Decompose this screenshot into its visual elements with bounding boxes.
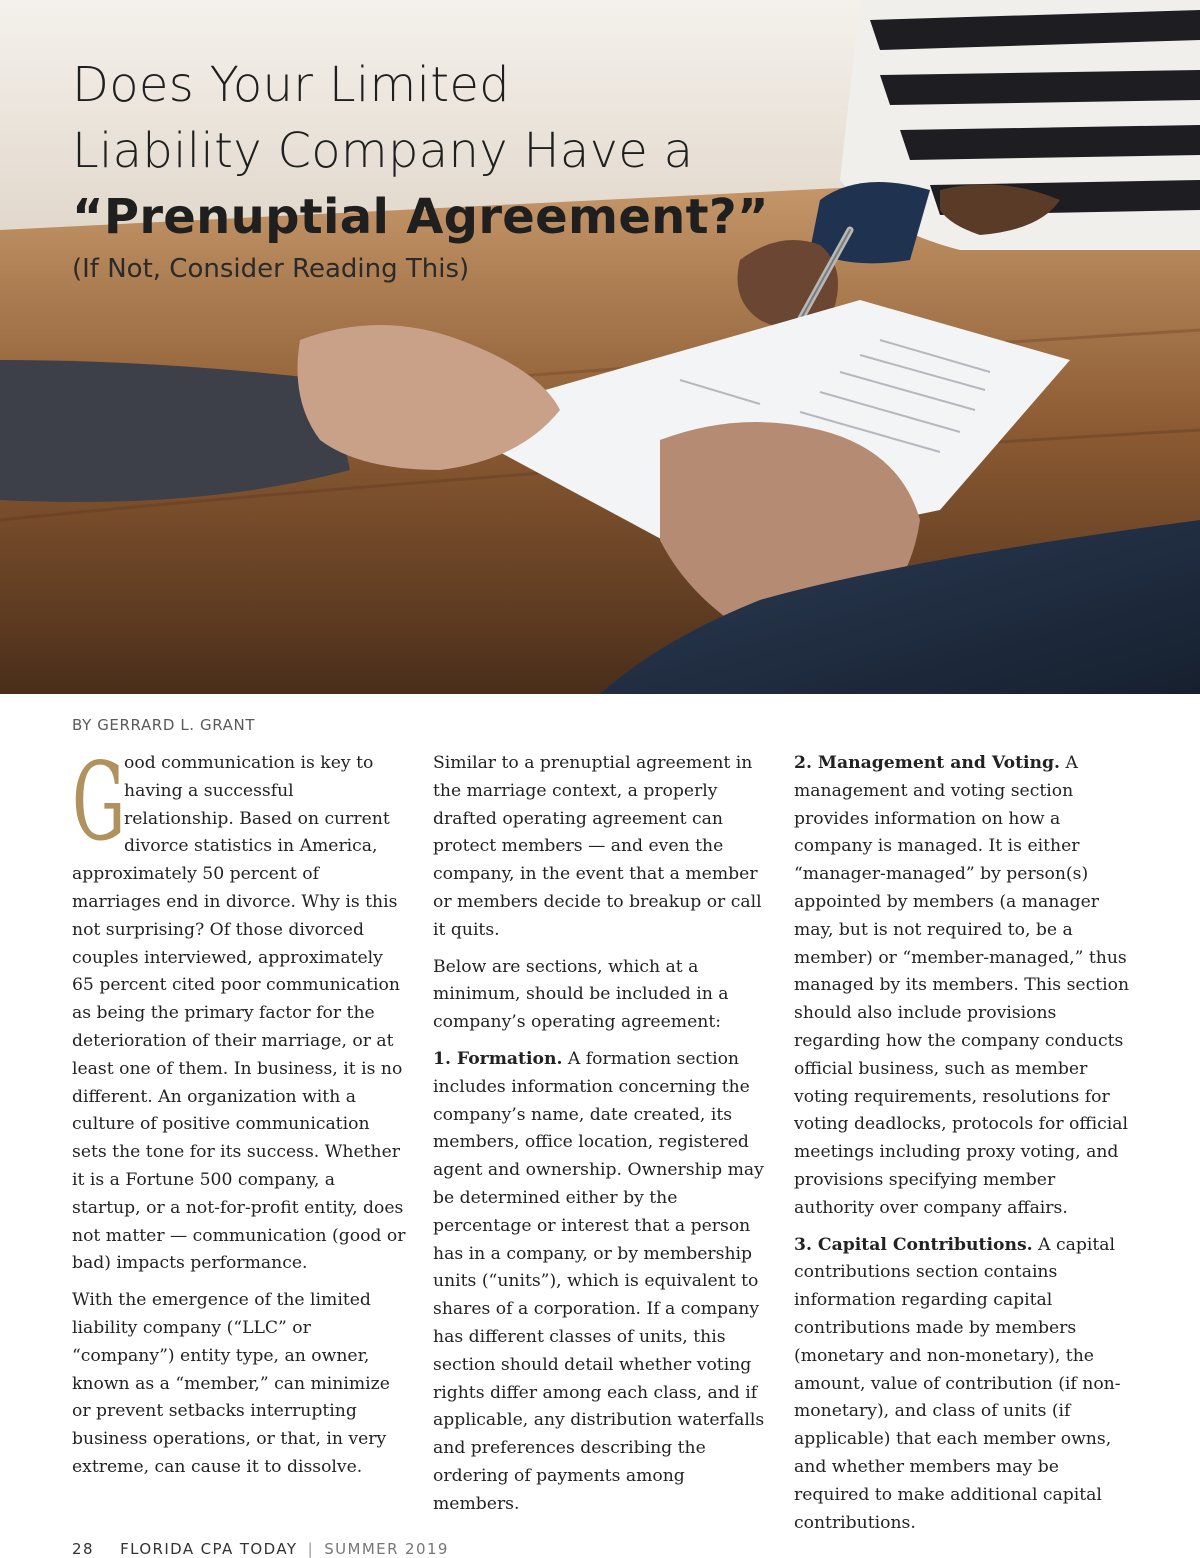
paragraph-text: ood communication is key to having a successful relationship. Based on current divorce statistics in America, approximately 50 percent of marriages end in divorce. Why is this not surprising? Of those divorced couples interviewed, approximately 65 percent cited poor communication as being the primary factor for the deterioration of their marriage, or at least one of them. In business, it is no different. An organization with a culture of positive communication sets the tone for its success. Whether it is a Fortune 500 company, a startup, or a not-for-profit entity, does not matter — communication (good or bad) impacts performance. bbox=[72, 753, 406, 1274]
byline: BY GERRARD L. GRANT bbox=[72, 716, 256, 734]
striped-shirt-person bbox=[810, 0, 1200, 263]
title-line-1: Does Your Limited bbox=[72, 57, 510, 113]
article-column-3 bbox=[794, 750, 1132, 1546]
footer-separator: | bbox=[307, 1540, 315, 1558]
section-heading: 1. Formation. bbox=[433, 1048, 563, 1069]
issue-label: SUMMER 2019 bbox=[324, 1540, 449, 1558]
title-line-2: Liability Company Have a bbox=[72, 123, 694, 179]
section-management-voting bbox=[794, 750, 1132, 1223]
hero-photo bbox=[0, 0, 1200, 694]
page-number: 28 bbox=[72, 1540, 94, 1558]
paragraph bbox=[72, 740, 408, 1278]
paragraph: With the emergence of the limited liability company (“LLC” or “company”) entity type, an owner, known as a “member,” can minimize or prevent setbacks interrupting business operations, or that, in very extreme, can cause it to dissolve. bbox=[72, 1290, 390, 1477]
publication-name: FLORIDA CPA TODAY bbox=[120, 1540, 298, 1558]
section-heading: 3. Capital Contributions. bbox=[794, 1234, 1033, 1255]
article-column-1 bbox=[72, 740, 408, 1491]
title-line-3: “Prenuptial Agreement?” bbox=[72, 189, 769, 245]
section-text: A management and voting section provides information on how a company is managed. It is either “manager-managed” by person(s) appointed by members (a manager may, but is not required to, be a member) or “member-managed,” thus managed by its members. This section should also include provisions regarding how the company conducts official business, such as member voting requirements, resolutions for voting deadlocks, protocols for official meetings including proxy voting, and provisions specifying member authority over company affairs. bbox=[794, 753, 1130, 1218]
paragraph: Similar to a prenuptial agreement in the marriage context, a properly drafted operating agreement can protect members — and even the company, in the event that a member or members decide to breakup or call it quits. bbox=[433, 753, 762, 940]
paragraph: Below are sections, which at a minimum, should be included in a company’s operating agreement: bbox=[433, 956, 729, 1033]
section-text: A capital contributions section contains information regarding capital contributions made by members (monetary and non-monetary), the amount, value of contribution (if non-monetary), and class of units (if applicable) that each member owns, and whether members may be required to make additional capital contributions. bbox=[794, 1234, 1121, 1533]
section-formation bbox=[433, 1046, 769, 1519]
article-subtitle: (If Not, Consider Reading This) bbox=[72, 254, 470, 284]
page-footer bbox=[72, 1540, 449, 1558]
section-capital-contributions bbox=[794, 1232, 1132, 1538]
drop-cap: G bbox=[72, 740, 126, 865]
article-column-2 bbox=[433, 750, 769, 1528]
section-text: A formation section includes information concerning the company’s name, date created, its members, office location, registered agent and ownership. Ownership may be determined either by the percentage or interest that a person has in a company, or by membership units (“units”), which is equivalent to shares of a corporation. If a company has different classes of units, this section should detail whether voting rights differ among each class, and if applicable, any distribution waterfalls and preferences describing the ordering of payments among members. bbox=[433, 1048, 765, 1514]
section-heading: 2. Management and Voting. bbox=[794, 753, 1061, 773]
article-title bbox=[72, 52, 852, 284]
